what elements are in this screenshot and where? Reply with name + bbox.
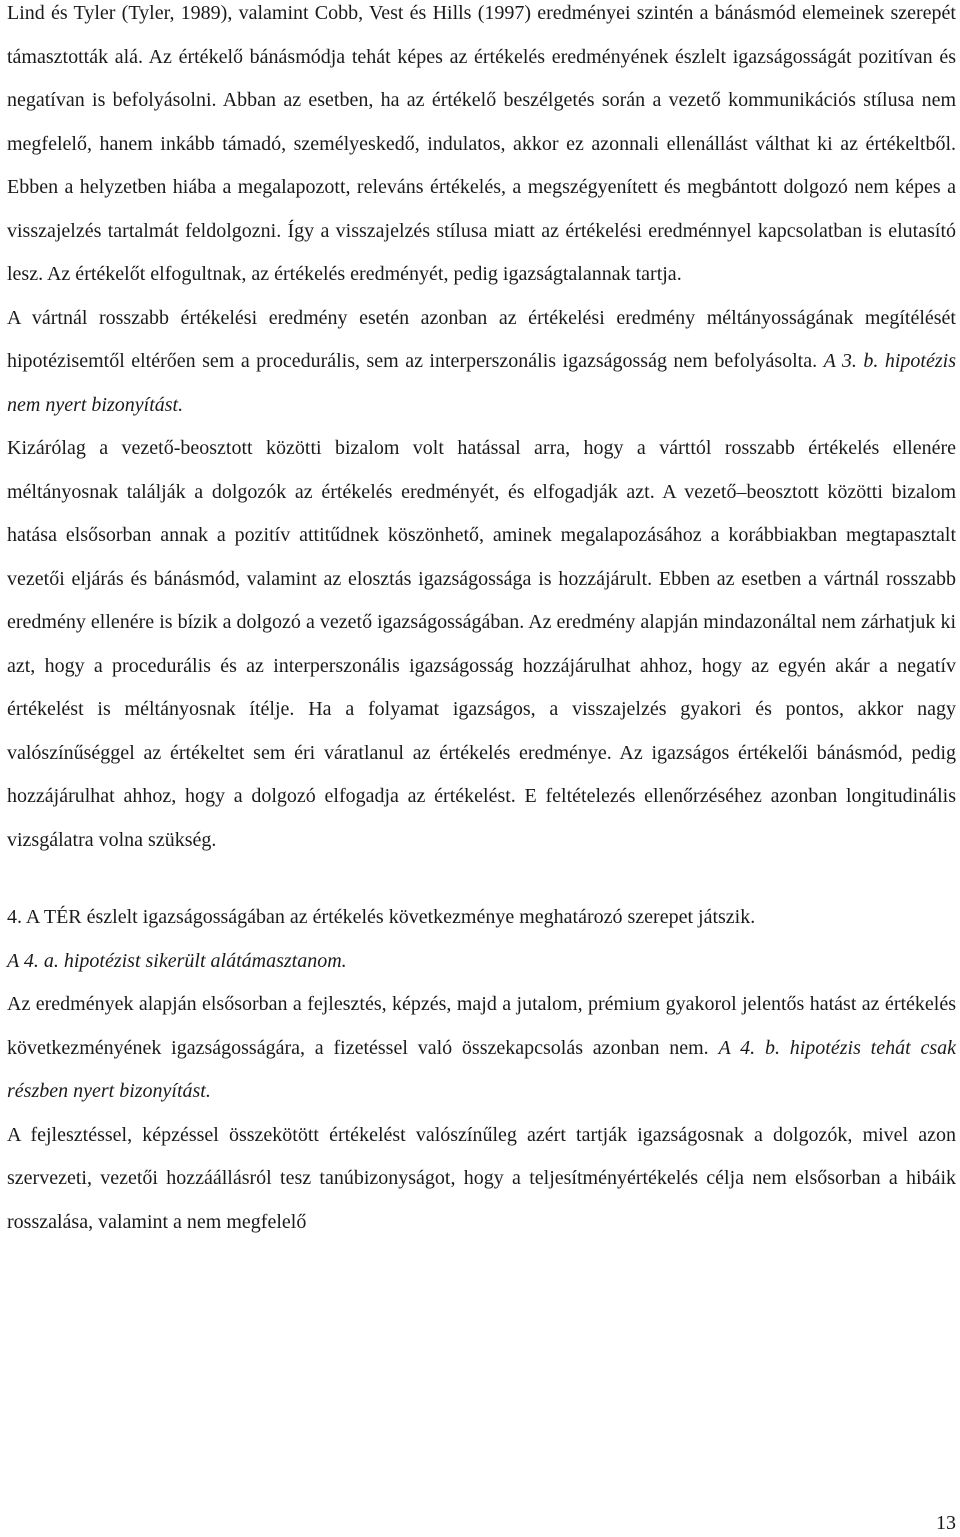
page-number: 13 <box>936 1512 956 1534</box>
paragraph-hypothesis-3b <box>7 297 956 428</box>
paragraph-text: A vártnál rosszabb értékelési eredmény esetén azonban az értékelési eredmény méltányosságának megítélését hipotézisemtől eltérően sem a procedurális, sem az interperszonális igazságosság nem befolyásolta. <box>7 306 956 372</box>
hypothesis-4a <box>7 940 956 984</box>
paragraph-trust: Kizárólag a vezető-beosztott közötti bizalom volt hatással arra, hogy a várttól rosszabb értékelés ellenére méltányosnak találják a dolgozók az értékelés eredményét, és elfogadják azt. A vezető–beosztott közötti bizalom hatása elsősorban annak a pozitív attitűdnek köszönhető, aminek megalapozásához a korábbiakban megtapasztalt vezetői eljárás és bánásmód, valamint az elosztás igazságossága is hozzájárult. Ebben az esetben a vártnál rosszabb eredmény ellenére is bízik a dolgozó a vezető igazságosságában. Az eredmény alapján mindazonáltal nem zárhatjuk ki azt, hogy a procedurális és az interperszonális igazságosság hozzájárulhat ahhoz, hogy az egyén akár a negatív értékelést is méltányosnak ítélje. Ha a folyamat igazságos, a visszajelzés gyakori és pontos, akkor nagy valószínűséggel az értékeltet sem éri váratlanul az értékelés eredménye. Az igazságos értékelői bánásmód, pedig hozzájárulhat ahhoz, hogy a dolgozó elfogadja az értékelést. E feltételezés ellenőrzéséhez azonban longitudinális vizsgálatra volna szükség. <box>7 437 956 851</box>
hypothesis-result: A 3. b. hipotézis nem nyert bizonyítást. <box>7 350 956 416</box>
paragraph-development: A fejlesztéssel, képzéssel összekötött értékelést valószínűleg azért tartják igazságosnak a dolgozók, mivel azon szervezeti, vezetői hozzáállásról tesz tanúbizonyságot, hogy a teljesítményértékelés célja nem elsősorban a hibáik rosszalása, valamint a nem megfelelő <box>7 1123 956 1233</box>
section-heading-4: 4. A TÉR észlelt igazságosságában az értékelés következménye meghatározó szerepet játszik. <box>7 906 756 928</box>
section-spacer <box>7 862 956 896</box>
document-page <box>7 0 956 1244</box>
paragraph-bánásmód: Lind és Tyler (Tyler, 1989), valamint Cobb, Vest és Hills (1997) eredményei szintén a bánásmód elemeinek szerepét támasztották alá. Az értékelő bánásmódja tehát képes az értékelés eredményének észlelt igazságosságát pozitívan és negatívan is befolyásolni. Abban az esetben, ha az értékelő beszélgetés során a vezető kommunikációs stílusa nem megfelelő, hanem inkább támadó, személyeskedő, indulatos, akkor ez azonnali ellenállást válthat ki az értékeltből. Ebben a helyzetben hiába a megalapozott, releváns értékelés, a megszégyenített és megbántott dolgozó nem képes a visszajelzés tartalmát feldolgozni. Így a visszajelzés stílusa miatt az értékelési eredménnyel kapcsolatban is elutasító lesz. Az értékelőt elfogultnak, az értékelés eredményét, pedig igazságtalannak tartja. <box>7 2 956 285</box>
hypothesis-result: A 4. a. hipotézist sikerült alátámasztanom. <box>7 949 347 972</box>
hypothesis-result: A 4. b. hipotézis tehát csak részben nyert bizonyítást. <box>7 1036 956 1102</box>
paragraph-hypothesis-4b <box>7 983 956 1114</box>
paragraph-text: Az eredmények alapján elsősorban a fejlesztés, képzés, majd a jutalom, prémium gyakorol jelentős hatást az értékelés következményének igazságosságára, a fizetéssel való összekapcsolás azonban nem. <box>7 993 956 1059</box>
